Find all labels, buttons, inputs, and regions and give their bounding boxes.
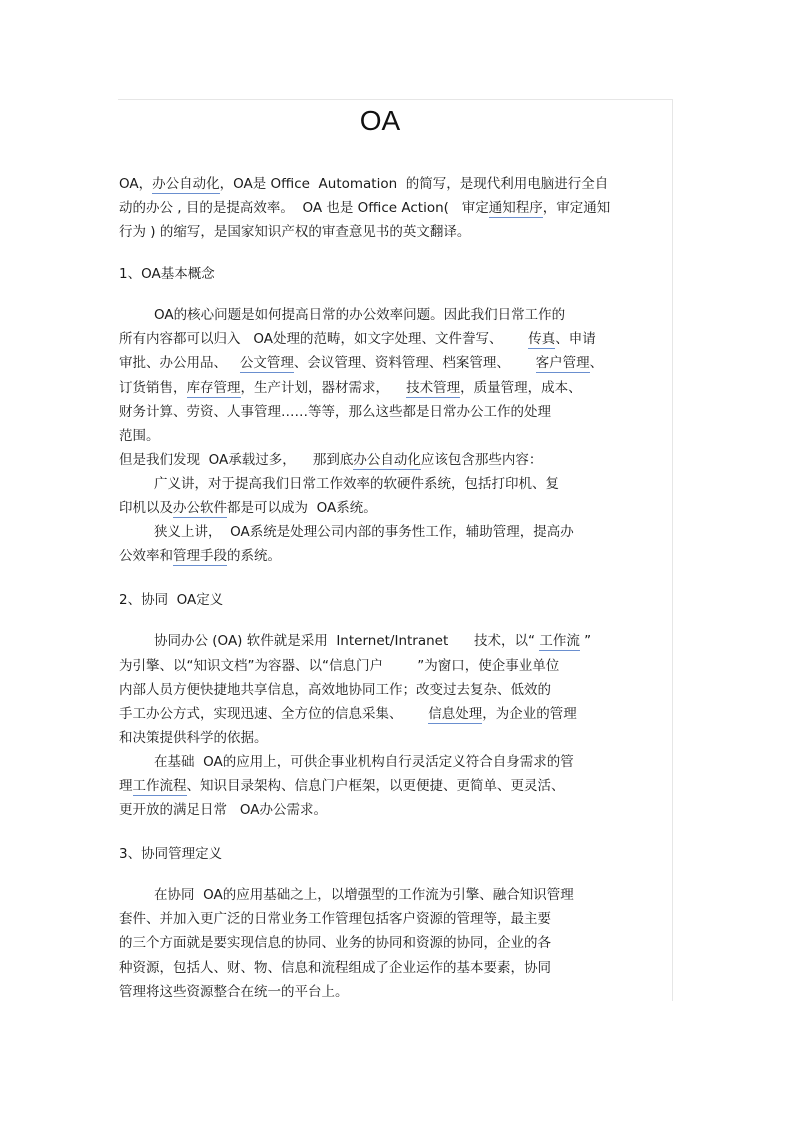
paragraph-line: 管理将这些资源整合在统一的平台上。	[119, 984, 349, 1000]
link-fax[interactable]: 传真	[528, 331, 556, 347]
paragraph-line: OA的核心问题是如何提高日常的办公效率问题。因此我们日常工作的	[154, 307, 566, 323]
page-title: OA	[359, 105, 401, 136]
paragraph-line	[119, 548, 281, 565]
text: 印机以及	[119, 500, 173, 516]
link-customer-management[interactable]: 客户管理	[535, 355, 590, 371]
text: 、	[589, 355, 604, 371]
text: ，生产计划，器材需求，	[240, 380, 407, 396]
paragraph-line: 在基础 OA的应用上，可供企事业机构自行灵活定义符合自身需求的管	[154, 754, 574, 770]
text: ，质量管理，成本、	[460, 380, 582, 396]
link-document-management[interactable]: 公文管理	[239, 355, 294, 371]
paragraph-line: 的三个方面就是要实现信息的协同、业务的协同和资源的协同，企业的各	[119, 935, 551, 951]
section1-heading: 1、OA基本概念	[119, 266, 215, 282]
paragraph-line: 财务计算、劳资、人事管理……等等，那么这些都是日常办公工作的处理	[119, 404, 551, 420]
paragraph-line	[119, 452, 542, 469]
paragraph-line: 狭义上讲， OA系统是处理公司内部的事务性工作，辅助管理，提高办	[154, 524, 574, 540]
paragraph-line: 更开放的满足日常 OA办公需求。	[119, 802, 327, 818]
text: ”	[579, 633, 592, 649]
link-office-software[interactable]: 办公软件	[173, 500, 227, 516]
paragraph-line: 广义讲，对于提高我们日常工作效率的软硬件系统，包括打印机、复	[154, 476, 559, 492]
paragraph-line: 为引擎、以“知识文档”为容器、以“信息门户 ”为窗口，使企事业单位	[119, 658, 560, 674]
text: ，为企业的管理	[482, 706, 577, 722]
text: OA，	[119, 176, 153, 192]
text: 、知识目录架构、信息门户框架，以更便捷、更简单、更灵活、	[186, 778, 565, 794]
link-office-automation[interactable]: 办公自动化	[353, 452, 421, 468]
link-information-processing[interactable]: 信息处理	[428, 706, 483, 722]
paragraph-line: 和决策提供科学的依据。	[119, 730, 268, 746]
paragraph-line: 内部人员方便快捷地共享信息，高效地协同工作；改变过去复杂、低效的	[119, 682, 551, 698]
text: 都是可以成为 OA系统。	[227, 500, 377, 516]
paragraph-line: 范围。	[119, 428, 160, 444]
text: 审批、办公用品、	[119, 355, 240, 371]
paragraph-line	[119, 355, 603, 372]
text: 订货销售，	[119, 380, 187, 396]
text: 但是我们发现 OA承载过多， 那到底	[119, 452, 354, 468]
text: 的系统。	[227, 548, 281, 564]
section2-heading: 2、协同 OA定义	[119, 592, 224, 608]
intro-line-2	[119, 200, 610, 217]
link-office-automation[interactable]: 办公自动化	[152, 176, 220, 192]
link-workflow[interactable]: 工作流	[539, 633, 580, 649]
text: 公效率和	[119, 548, 173, 564]
paragraph-line: 套件、并加入更广泛的日常业务工作管理包括客户资源的管理等，最主要	[119, 911, 551, 927]
paragraph-line	[119, 331, 596, 348]
text: 、申请	[555, 331, 596, 347]
section3-heading: 3、协同管理定义	[119, 846, 223, 862]
link-technical-management[interactable]: 技术管理	[406, 380, 461, 396]
text: 应该包含那些内容：	[420, 452, 543, 468]
paragraph-line	[119, 778, 565, 795]
paragraph-line: 在协同 OA的应用基础之上，以增强型的工作流为引擎、融合知识管理	[154, 887, 574, 903]
paragraph-line	[154, 633, 591, 650]
text: 理	[119, 778, 133, 794]
link-work-process[interactable]: 工作流程	[132, 778, 187, 794]
paragraph-line	[119, 500, 377, 517]
link-notice-procedure[interactable]: 通知程序	[488, 200, 543, 216]
text: 手工办公方式，实现迅速、全方位的信息采集、	[119, 706, 429, 722]
text: 动的办公 , 目的是提高效率。 OA 也是 Office Action( 审定	[119, 200, 489, 216]
intro-line-3: 行为 ) 的缩写，是国家知识产权的审查意见书的英文翻译。	[119, 224, 471, 240]
link-inventory-management[interactable]: 库存管理	[186, 380, 241, 396]
paragraph-line	[119, 706, 577, 723]
text: 所有内容都可以归入 OA处理的范畴，如文字处理、文件誊写、	[119, 331, 529, 347]
link-management-means[interactable]: 管理手段	[173, 548, 227, 564]
text: 、会议管理、资料管理、档案管理、	[293, 355, 536, 371]
paragraph-line: 种资源，包括人、财、物、信息和流程组成了企业运作的基本要素，协同	[119, 960, 551, 976]
text: ，审定通知	[542, 200, 611, 216]
text: 协同办公 (OA) 软件就是采用 Internet/Intranet 技术，以“	[154, 633, 540, 649]
intro-line-1	[119, 176, 608, 193]
paragraph-line	[119, 380, 582, 397]
text: ，OA是 Office Automation 的简写，是现代利用电脑进行全自	[219, 176, 609, 192]
